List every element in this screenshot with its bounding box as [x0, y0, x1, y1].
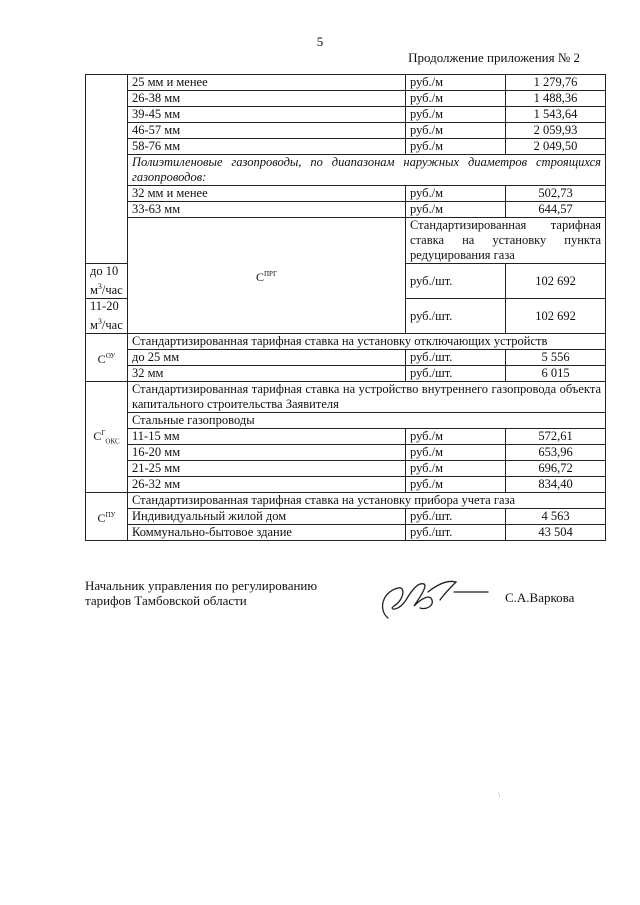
pu-heading: Стандартизированная тарифная ставка на установку прибора учета газа — [128, 493, 606, 509]
row-value: 2 059,93 — [506, 123, 606, 139]
row-label: 21-25 мм — [128, 461, 406, 477]
code-pu: $С^{ПУ}$ — [86, 493, 128, 541]
handwritten-signature — [368, 570, 493, 625]
code-ou: $С^{ОУ}$ — [86, 334, 128, 382]
prg-heading: Стандартизированная тарифная ставка на установку пункта редуцирования газа — [406, 218, 606, 264]
row-unit: руб./м — [406, 461, 506, 477]
row-unit: руб./шт. — [406, 509, 506, 525]
row-unit: руб./м — [406, 477, 506, 493]
row-unit: руб./шт. — [406, 299, 506, 334]
row-value: 4 563 — [506, 509, 606, 525]
table-row — [86, 107, 606, 123]
code-goks: $С^Г_{ОКС}$ — [86, 382, 128, 493]
table-row — [86, 509, 606, 525]
row-value: 834,40 — [506, 477, 606, 493]
row-label: 58-76 мм — [128, 139, 406, 155]
row-unit: руб./м — [406, 107, 506, 123]
table-row — [86, 350, 606, 366]
row-value: 5 556 — [506, 350, 606, 366]
row-unit: руб./м — [406, 75, 506, 91]
table-row — [86, 477, 606, 493]
row-value: 502,73 — [506, 186, 606, 202]
section-heading-row — [86, 493, 606, 509]
table-row — [86, 91, 606, 107]
section-heading-row — [86, 382, 606, 413]
goks-subheading: Стальные газопроводы — [128, 413, 606, 429]
scan-mark: \ — [498, 790, 501, 799]
table-row — [86, 123, 606, 139]
row-value: 653,96 — [506, 445, 606, 461]
row-label: 32 мм — [128, 366, 406, 382]
tariff-table — [85, 74, 606, 541]
poly-heading: Полиэтиленовые газопроводы, по диапазонам наружных диаметров строящихся газопроводов: — [128, 155, 606, 186]
row-value: 102 692 — [506, 264, 606, 299]
subheading-row — [86, 413, 606, 429]
page-number: 5 — [316, 34, 324, 49]
row-label: 11-20 $м^3$/час — [86, 299, 128, 334]
row-unit: руб./шт. — [406, 350, 506, 366]
row-value: 644,57 — [506, 202, 606, 218]
row-label: до 10 $м^3$/час — [86, 264, 128, 299]
row-label: 11-15 мм — [128, 429, 406, 445]
row-label: 33-63 мм — [128, 202, 406, 218]
signer-position-line1: Начальник управления по регулированию — [85, 578, 318, 593]
table-row — [86, 202, 606, 218]
row-unit: руб./м — [406, 91, 506, 107]
row-label: 39-45 мм — [128, 107, 406, 123]
table-row — [86, 445, 606, 461]
signer-name: С.А.Варкова — [505, 590, 575, 605]
row-unit: руб./м — [406, 186, 506, 202]
signer-position-line2: тарифов Тамбовской области — [85, 593, 247, 608]
row-value: 696,72 — [506, 461, 606, 477]
table-row — [86, 186, 606, 202]
table-row — [86, 461, 606, 477]
code-prg: $С^{ПРГ}$ — [128, 218, 406, 334]
row-unit: руб./м — [406, 139, 506, 155]
ou-heading: Стандартизированная тарифная ставка на установку отключающих устройств — [128, 334, 606, 350]
row-unit: руб./м — [406, 429, 506, 445]
signer-position — [85, 578, 317, 608]
row-unit: руб./м — [406, 202, 506, 218]
row-label: 32 мм и менее — [128, 186, 406, 202]
row-value: 102 692 — [506, 299, 606, 334]
goks-heading: Стандартизированная тарифная ставка на устройство внутреннего газопровода объекта капитального строительства Заявителя — [128, 382, 606, 413]
row-unit: руб./шт. — [406, 366, 506, 382]
row-label: 26-38 мм — [128, 91, 406, 107]
row-unit: руб./м — [406, 123, 506, 139]
row-unit: руб./м — [406, 445, 506, 461]
row-label: 46-57 мм — [128, 123, 406, 139]
section-heading-row — [86, 155, 606, 186]
row-value: 2 049,50 — [506, 139, 606, 155]
row-label: Индивидуальный жилой дом — [128, 509, 406, 525]
row-label: 25 мм и менее — [128, 75, 406, 91]
table-row — [86, 366, 606, 382]
table-row — [86, 75, 606, 91]
table-row — [86, 525, 606, 541]
row-value: 43 504 — [506, 525, 606, 541]
row-value: 1 279,76 — [506, 75, 606, 91]
row-label: до 25 мм — [128, 350, 406, 366]
row-unit: руб./шт. — [406, 525, 506, 541]
row-value: 1 488,36 — [506, 91, 606, 107]
table-row — [86, 429, 606, 445]
row-value: 572,61 — [506, 429, 606, 445]
row-value: 6 015 — [506, 366, 606, 382]
row-label: Коммунально-бытовое здание — [128, 525, 406, 541]
section-heading-row — [86, 334, 606, 350]
row-label: 16-20 мм — [128, 445, 406, 461]
appendix-caption: Продолжение приложения № 2 — [408, 50, 580, 65]
row-value: 1 543,64 — [506, 107, 606, 123]
code-cell-empty — [86, 75, 128, 264]
row-label: 26-32 мм — [128, 477, 406, 493]
row-unit: руб./шт. — [406, 264, 506, 299]
table-row — [86, 139, 606, 155]
section-heading-row — [86, 218, 606, 264]
